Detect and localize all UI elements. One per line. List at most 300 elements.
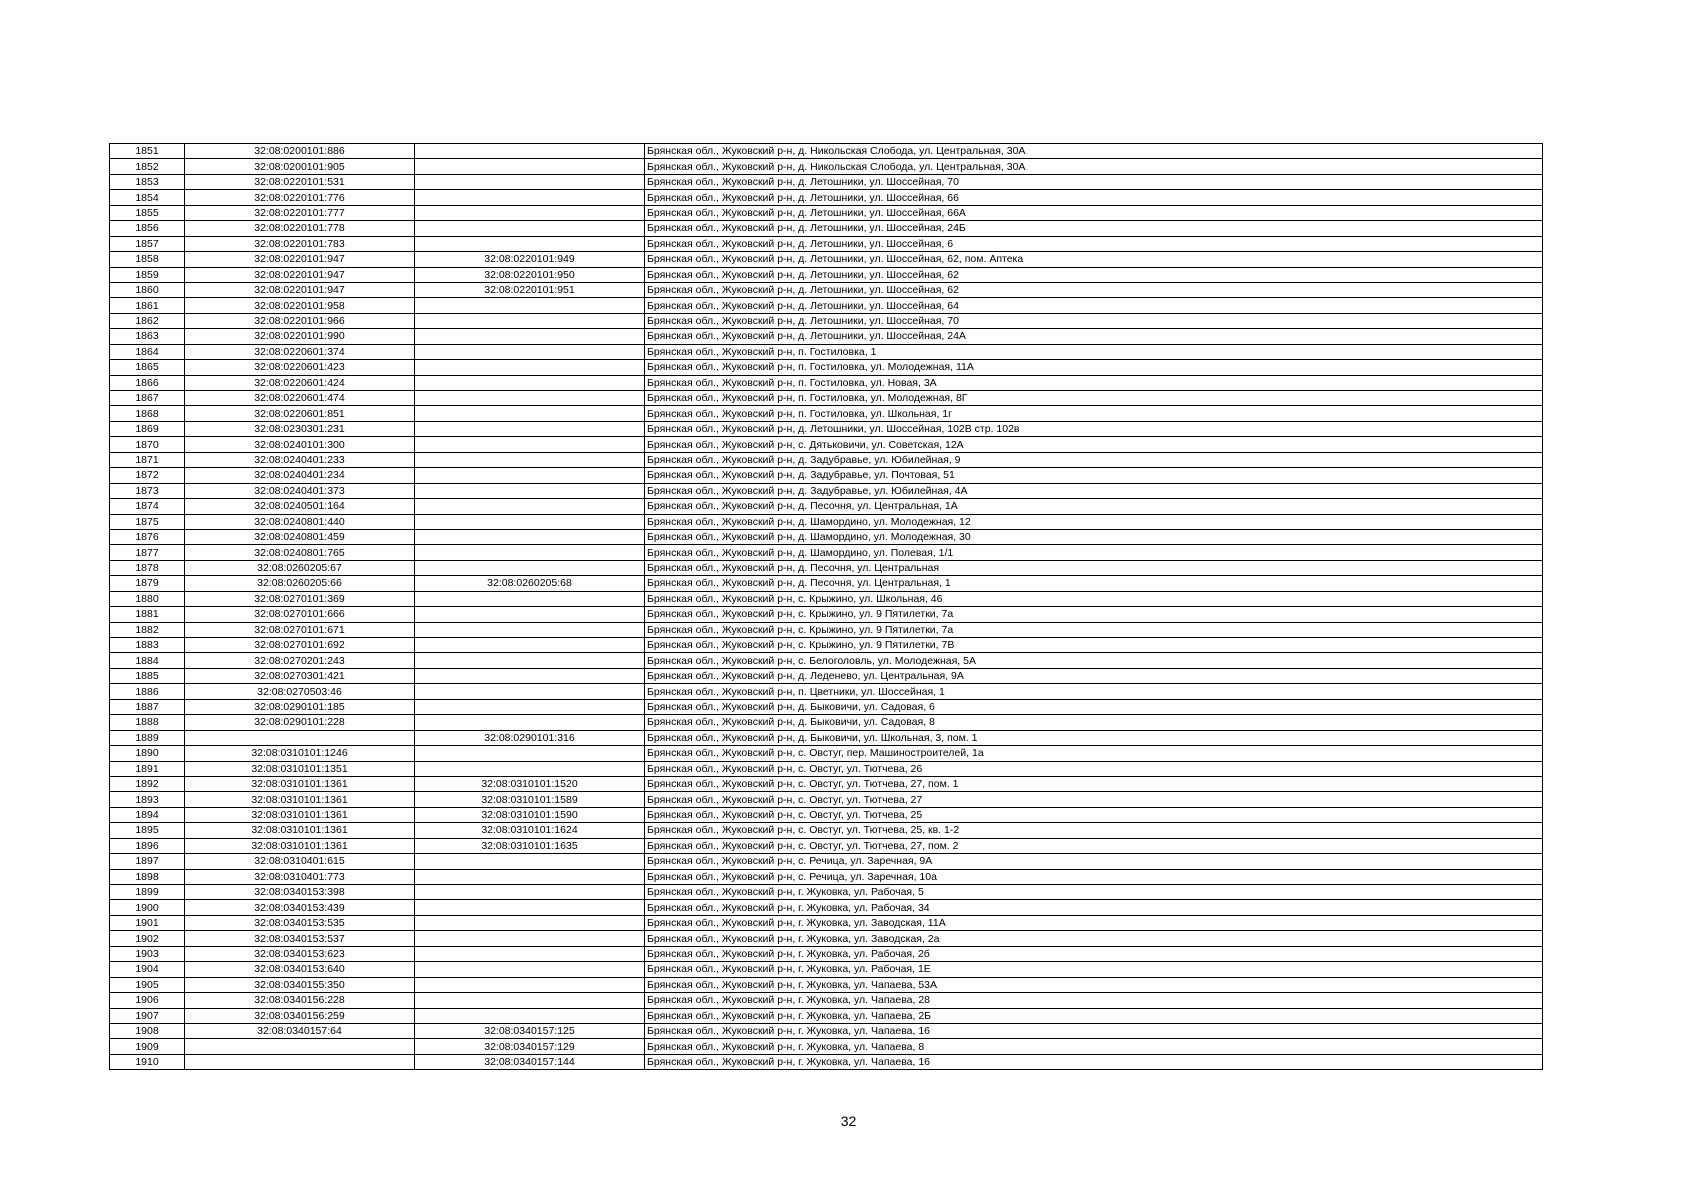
cadastral-number: 32:08:0220101:776 bbox=[185, 190, 415, 205]
cadastral-number-room bbox=[415, 1008, 645, 1023]
cadastral-number: 32:08:0310401:615 bbox=[185, 854, 415, 869]
table-row bbox=[110, 993, 1543, 1008]
table-row bbox=[110, 298, 1543, 313]
cadastral-number-room: 32:08:0310101:1624 bbox=[415, 823, 645, 838]
object-address: Брянская обл., Жуковский р-н, д. Быковичи, ул. Садовая, 8 bbox=[645, 715, 1543, 730]
row-number: 1854 bbox=[110, 190, 185, 205]
cadastral-number-room bbox=[415, 715, 645, 730]
table-row bbox=[110, 885, 1543, 900]
row-number: 1871 bbox=[110, 452, 185, 467]
cadastral-number-room bbox=[415, 607, 645, 622]
cadastral-number-room bbox=[415, 514, 645, 529]
table-row bbox=[110, 668, 1543, 683]
table-row bbox=[110, 761, 1543, 776]
cadastral-number: 32:08:0270101:369 bbox=[185, 591, 415, 606]
cadastral-number-room bbox=[415, 529, 645, 544]
cadastral-number: 32:08:0220601:424 bbox=[185, 375, 415, 390]
cadastral-number: 32:08:0230301:231 bbox=[185, 421, 415, 436]
cadastral-number: 32:08:0310101:1361 bbox=[185, 807, 415, 822]
cadastral-number: 32:08:0240801:459 bbox=[185, 529, 415, 544]
object-address: Брянская обл., Жуковский р-н, с. Речица, ул. Заречная, 10а bbox=[645, 869, 1543, 884]
row-number: 1894 bbox=[110, 807, 185, 822]
row-number: 1906 bbox=[110, 993, 185, 1008]
cadastral-number-room bbox=[415, 977, 645, 992]
table-row bbox=[110, 452, 1543, 467]
cadastral-number-room: 32:08:0310101:1520 bbox=[415, 776, 645, 791]
object-address: Брянская обл., Жуковский р-н, с. Овстуг, ул. Тютчева, 25 bbox=[645, 807, 1543, 822]
cadastral-number: 32:08:0310101:1361 bbox=[185, 776, 415, 791]
row-number: 1855 bbox=[110, 205, 185, 220]
cadastral-number-room bbox=[415, 236, 645, 251]
row-number: 1864 bbox=[110, 344, 185, 359]
cadastral-number: 32:08:0220601:851 bbox=[185, 406, 415, 421]
cadastral-number: 32:08:0260205:67 bbox=[185, 560, 415, 575]
cadastral-number-room bbox=[415, 915, 645, 930]
row-number: 1884 bbox=[110, 653, 185, 668]
table-row bbox=[110, 699, 1543, 714]
cadastral-number-room bbox=[415, 993, 645, 1008]
object-address: Брянская обл., Жуковский р-н, с. Крыжино, ул. 9 Пятилетки, 7а bbox=[645, 622, 1543, 637]
table-row bbox=[110, 1008, 1543, 1023]
register-table bbox=[109, 143, 1543, 1070]
object-address: Брянская обл., Жуковский р-н, д. Летошники, ул. Шоссейная, 62, пом. Аптека bbox=[645, 252, 1543, 267]
object-address: Брянская обл., Жуковский р-н, г. Жуковка, ул. Заводская, 11А bbox=[645, 915, 1543, 930]
cadastral-number: 32:08:0340157:64 bbox=[185, 1023, 415, 1038]
object-address: Брянская обл., Жуковский р-н, с. Крыжино, ул. 9 Пятилетки, 7В bbox=[645, 638, 1543, 653]
object-address: Брянская обл., Жуковский р-н, с. Дятьковичи, ул. Советская, 12А bbox=[645, 437, 1543, 452]
cadastral-number-room bbox=[415, 452, 645, 467]
cadastral-number: 32:08:0200101:905 bbox=[185, 159, 415, 174]
row-number: 1904 bbox=[110, 962, 185, 977]
cadastral-number: 32:08:0270301:421 bbox=[185, 668, 415, 683]
cadastral-number bbox=[185, 1054, 415, 1069]
cadastral-number: 32:08:0220601:423 bbox=[185, 360, 415, 375]
table-row bbox=[110, 282, 1543, 297]
object-address: Брянская обл., Жуковский р-н, г. Жуковка, ул. Чапаева, 28 bbox=[645, 993, 1543, 1008]
table-row bbox=[110, 946, 1543, 961]
table-row bbox=[110, 684, 1543, 699]
cadastral-number-room bbox=[415, 622, 645, 637]
table-row bbox=[110, 267, 1543, 282]
cadastral-number: 32:08:0310101:1351 bbox=[185, 761, 415, 776]
row-number: 1861 bbox=[110, 298, 185, 313]
cadastral-number-room bbox=[415, 885, 645, 900]
object-address: Брянская обл., Жуковский р-н, д. Летошники, ул. Шоссейная, 66А bbox=[645, 205, 1543, 220]
cadastral-number-room: 32:08:0340157:125 bbox=[415, 1023, 645, 1038]
cadastral-number-room bbox=[415, 545, 645, 560]
table-row bbox=[110, 421, 1543, 436]
row-number: 1873 bbox=[110, 483, 185, 498]
object-address: Брянская обл., Жуковский р-н, д. Задубравье, ул. Юбилейная, 4А bbox=[645, 483, 1543, 498]
table-row bbox=[110, 375, 1543, 390]
cadastral-number-room bbox=[415, 746, 645, 761]
row-number: 1886 bbox=[110, 684, 185, 699]
cadastral-number-room: 32:08:0340157:144 bbox=[415, 1054, 645, 1069]
cadastral-number-room: 32:08:0260205:68 bbox=[415, 576, 645, 591]
row-number: 1907 bbox=[110, 1008, 185, 1023]
object-address: Брянская обл., Жуковский р-н, д. Быковичи, ул. Садовая, 6 bbox=[645, 699, 1543, 714]
row-number: 1892 bbox=[110, 776, 185, 791]
row-number: 1902 bbox=[110, 931, 185, 946]
row-number: 1859 bbox=[110, 267, 185, 282]
row-number: 1909 bbox=[110, 1039, 185, 1054]
table-row bbox=[110, 807, 1543, 822]
cadastral-number bbox=[185, 730, 415, 745]
object-address: Брянская обл., Жуковский р-н, д. Летошники, ул. Шоссейная, 102В стр. 102в bbox=[645, 421, 1543, 436]
table-row bbox=[110, 730, 1543, 745]
row-number: 1865 bbox=[110, 360, 185, 375]
object-address: Брянская обл., Жуковский р-н, д. Песочня, ул. Центральная, 1А bbox=[645, 499, 1543, 514]
object-address: Брянская обл., Жуковский р-н, д. Летошники, ул. Шоссейная, 62 bbox=[645, 267, 1543, 282]
object-address: Брянская обл., Жуковский р-н, с. Белоголовль, ул. Молодежная, 5А bbox=[645, 653, 1543, 668]
row-number: 1891 bbox=[110, 761, 185, 776]
row-number: 1866 bbox=[110, 375, 185, 390]
table-row bbox=[110, 653, 1543, 668]
cadastral-number-room bbox=[415, 174, 645, 189]
cadastral-number: 32:08:0200101:886 bbox=[185, 144, 415, 159]
object-address: Брянская обл., Жуковский р-н, г. Жуковка, ул. Чапаева, 53А bbox=[645, 977, 1543, 992]
cadastral-number: 32:08:0290101:228 bbox=[185, 715, 415, 730]
table-row bbox=[110, 468, 1543, 483]
row-number: 1896 bbox=[110, 838, 185, 853]
row-number: 1860 bbox=[110, 282, 185, 297]
cadastral-number-room: 32:08:0310101:1589 bbox=[415, 792, 645, 807]
cadastral-number: 32:08:0220101:531 bbox=[185, 174, 415, 189]
cadastral-number-room: 32:08:0220101:950 bbox=[415, 267, 645, 282]
cadastral-number-room bbox=[415, 391, 645, 406]
table-row bbox=[110, 823, 1543, 838]
row-number: 1870 bbox=[110, 437, 185, 452]
cadastral-number-room bbox=[415, 653, 645, 668]
cadastral-number: 32:08:0240801:440 bbox=[185, 514, 415, 529]
table-row bbox=[110, 607, 1543, 622]
table-row bbox=[110, 638, 1543, 653]
table-row bbox=[110, 499, 1543, 514]
cadastral-number: 32:08:0340153:439 bbox=[185, 900, 415, 915]
object-address: Брянская обл., Жуковский р-н, д. Никольская Слобода, ул. Центральная, 30А bbox=[645, 159, 1543, 174]
row-number: 1868 bbox=[110, 406, 185, 421]
cadastral-number-room bbox=[415, 869, 645, 884]
table-row bbox=[110, 900, 1543, 915]
object-address: Брянская обл., Жуковский р-н, с. Крыжино, ул. 9 Пятилетки, 7а bbox=[645, 607, 1543, 622]
cadastral-number-room bbox=[415, 298, 645, 313]
table-row bbox=[110, 252, 1543, 267]
row-number: 1910 bbox=[110, 1054, 185, 1069]
row-number: 1887 bbox=[110, 699, 185, 714]
object-address: Брянская обл., Жуковский р-н, г. Жуковка, ул. Рабочая, 1Е bbox=[645, 962, 1543, 977]
cadastral-number-room bbox=[415, 962, 645, 977]
object-address: Брянская обл., Жуковский р-н, г. Жуковка, ул. Заводская, 2а bbox=[645, 931, 1543, 946]
row-number: 1863 bbox=[110, 329, 185, 344]
object-address: Брянская обл., Жуковский р-н, д. Песочня, ул. Центральная, 1 bbox=[645, 576, 1543, 591]
row-number: 1875 bbox=[110, 514, 185, 529]
table-row bbox=[110, 159, 1543, 174]
cadastral-number: 32:08:0260205:66 bbox=[185, 576, 415, 591]
cadastral-number: 32:08:0220601:374 bbox=[185, 344, 415, 359]
cadastral-number-room bbox=[415, 344, 645, 359]
object-address: Брянская обл., Жуковский р-н, д. Шамордино, ул. Полевая, 1/1 bbox=[645, 545, 1543, 560]
row-number: 1885 bbox=[110, 668, 185, 683]
cadastral-number-room bbox=[415, 159, 645, 174]
table-row bbox=[110, 838, 1543, 853]
cadastral-number: 32:08:0220101:966 bbox=[185, 313, 415, 328]
cadastral-number: 32:08:0220101:958 bbox=[185, 298, 415, 313]
table-row bbox=[110, 344, 1543, 359]
cadastral-number: 32:08:0240401:233 bbox=[185, 452, 415, 467]
cadastral-number: 32:08:0270503:46 bbox=[185, 684, 415, 699]
row-number: 1867 bbox=[110, 391, 185, 406]
row-number: 1898 bbox=[110, 869, 185, 884]
object-address: Брянская обл., Жуковский р-н, с. Овстуг, ул. Тютчева, 27, пом. 2 bbox=[645, 838, 1543, 853]
row-number: 1876 bbox=[110, 529, 185, 544]
cadastral-number-room bbox=[415, 144, 645, 159]
object-address: Брянская обл., Жуковский р-н, д. Задубравье, ул. Почтовая, 51 bbox=[645, 468, 1543, 483]
object-address: Брянская обл., Жуковский р-н, д. Шамордино, ул. Молодежная, 30 bbox=[645, 529, 1543, 544]
object-address: Брянская обл., Жуковский р-н, с. Овстуг, ул. Тютчева, 27, пом. 1 bbox=[645, 776, 1543, 791]
row-number: 1857 bbox=[110, 236, 185, 251]
table-row bbox=[110, 329, 1543, 344]
object-address: Брянская обл., Жуковский р-н, г. Жуковка, ул. Рабочая, 5 bbox=[645, 885, 1543, 900]
object-address: Брянская обл., Жуковский р-н, п. Гостиловка, 1 bbox=[645, 344, 1543, 359]
cadastral-number-room bbox=[415, 205, 645, 220]
row-number: 1890 bbox=[110, 746, 185, 761]
table-row bbox=[110, 931, 1543, 946]
register-body bbox=[110, 144, 1543, 1070]
table-row bbox=[110, 437, 1543, 452]
object-address: Брянская обл., Жуковский р-н, п. Цветники, ул. Шоссейная, 1 bbox=[645, 684, 1543, 699]
object-address: Брянская обл., Жуковский р-н, с. Овстуг, ул. Тютчева, 25, кв. 1-2 bbox=[645, 823, 1543, 838]
cadastral-number: 32:08:0240101:300 bbox=[185, 437, 415, 452]
table-row bbox=[110, 977, 1543, 992]
row-number: 1856 bbox=[110, 221, 185, 236]
table-row bbox=[110, 313, 1543, 328]
cadastral-number: 32:08:0220101:947 bbox=[185, 252, 415, 267]
cadastral-number: 32:08:0240501:164 bbox=[185, 499, 415, 514]
cadastral-number: 32:08:0220101:990 bbox=[185, 329, 415, 344]
row-number: 1908 bbox=[110, 1023, 185, 1038]
table-row bbox=[110, 915, 1543, 930]
cadastral-number-room bbox=[415, 931, 645, 946]
table-row bbox=[110, 1039, 1543, 1054]
object-address: Брянская обл., Жуковский р-н, с. Овстуг, ул. Тютчева, 27 bbox=[645, 792, 1543, 807]
object-address: Брянская обл., Жуковский р-н, г. Жуковка, ул. Чапаева, 2Б bbox=[645, 1008, 1543, 1023]
table-row bbox=[110, 514, 1543, 529]
cadastral-number-room bbox=[415, 499, 645, 514]
row-number: 1874 bbox=[110, 499, 185, 514]
row-number: 1888 bbox=[110, 715, 185, 730]
cadastral-number-room bbox=[415, 421, 645, 436]
object-address: Брянская обл., Жуковский р-н, д. Никольская Слобода, ул. Центральная, 30А bbox=[645, 144, 1543, 159]
table-row bbox=[110, 360, 1543, 375]
cadastral-number: 32:08:0340156:228 bbox=[185, 993, 415, 1008]
cadastral-number bbox=[185, 1039, 415, 1054]
cadastral-number-room: 32:08:0310101:1590 bbox=[415, 807, 645, 822]
table-row bbox=[110, 869, 1543, 884]
cadastral-number: 32:08:0340153:535 bbox=[185, 915, 415, 930]
object-address: Брянская обл., Жуковский р-н, с. Овстуг, ул. Тютчева, 26 bbox=[645, 761, 1543, 776]
cadastral-number: 32:08:0270101:671 bbox=[185, 622, 415, 637]
object-address: Брянская обл., Жуковский р-н, г. Жуковка, ул. Чапаева, 16 bbox=[645, 1023, 1543, 1038]
object-address: Брянская обл., Жуковский р-н, г. Жуковка, ул. Рабочая, 2б bbox=[645, 946, 1543, 961]
cadastral-number: 32:08:0240801:765 bbox=[185, 545, 415, 560]
table-row bbox=[110, 483, 1543, 498]
object-address: Брянская обл., Жуковский р-н, д. Летошники, ул. Шоссейная, 24Б bbox=[645, 221, 1543, 236]
table-row bbox=[110, 1054, 1543, 1069]
table-row bbox=[110, 576, 1543, 591]
object-address: Брянская обл., Жуковский р-н, д. Летошники, ул. Шоссейная, 62 bbox=[645, 282, 1543, 297]
cadastral-number: 32:08:0270201:243 bbox=[185, 653, 415, 668]
cadastral-number: 32:08:0270101:692 bbox=[185, 638, 415, 653]
table-row bbox=[110, 792, 1543, 807]
object-address: Брянская обл., Жуковский р-н, с. Крыжино, ул. Школьная, 46 bbox=[645, 591, 1543, 606]
cadastral-number-room bbox=[415, 190, 645, 205]
cadastral-number-room: 32:08:0340157:129 bbox=[415, 1039, 645, 1054]
cadastral-number-room bbox=[415, 854, 645, 869]
row-number: 1882 bbox=[110, 622, 185, 637]
object-address: Брянская обл., Жуковский р-н, д. Быковичи, ул. Школьная, 3, пом. 1 bbox=[645, 730, 1543, 745]
object-address: Брянская обл., Жуковский р-н, д. Шамордино, ул. Молодежная, 12 bbox=[645, 514, 1543, 529]
table-row bbox=[110, 715, 1543, 730]
row-number: 1852 bbox=[110, 159, 185, 174]
cadastral-number-room: 32:08:0220101:951 bbox=[415, 282, 645, 297]
cadastral-number-room bbox=[415, 668, 645, 683]
object-address: Брянская обл., Жуковский р-н, г. Жуковка, ул. Рабочая, 34 bbox=[645, 900, 1543, 915]
row-number: 1880 bbox=[110, 591, 185, 606]
object-address: Брянская обл., Жуковский р-н, с. Овстуг, пер. Машиностроителей, 1а bbox=[645, 746, 1543, 761]
cadastral-number-room bbox=[415, 900, 645, 915]
row-number: 1901 bbox=[110, 915, 185, 930]
row-number: 1883 bbox=[110, 638, 185, 653]
object-address: Брянская обл., Жуковский р-н, п. Гостиловка, ул. Новая, 3А bbox=[645, 375, 1543, 390]
table-row bbox=[110, 622, 1543, 637]
row-number: 1903 bbox=[110, 946, 185, 961]
object-address: Брянская обл., Жуковский р-н, г. Жуковка, ул. Чапаева, 8 bbox=[645, 1039, 1543, 1054]
row-number: 1900 bbox=[110, 900, 185, 915]
cadastral-number-room bbox=[415, 468, 645, 483]
cadastral-number: 32:08:0220101:778 bbox=[185, 221, 415, 236]
cadastral-number: 32:08:0310101:1246 bbox=[185, 746, 415, 761]
cadastral-number: 32:08:0340155:350 bbox=[185, 977, 415, 992]
cadastral-number: 32:08:0220101:777 bbox=[185, 205, 415, 220]
cadastral-number: 32:08:0220101:947 bbox=[185, 267, 415, 282]
table-row bbox=[110, 545, 1543, 560]
cadastral-number-room bbox=[415, 483, 645, 498]
cadastral-number: 32:08:0340156:259 bbox=[185, 1008, 415, 1023]
table-row bbox=[110, 1023, 1543, 1038]
cadastral-number: 32:08:0310401:773 bbox=[185, 869, 415, 884]
cadastral-number-room bbox=[415, 329, 645, 344]
cadastral-number-room bbox=[415, 221, 645, 236]
table-row bbox=[110, 190, 1543, 205]
row-number: 1869 bbox=[110, 421, 185, 436]
table-row bbox=[110, 205, 1543, 220]
cadastral-number-room bbox=[415, 761, 645, 776]
row-number: 1858 bbox=[110, 252, 185, 267]
cadastral-number: 32:08:0340153:640 bbox=[185, 962, 415, 977]
table-row bbox=[110, 854, 1543, 869]
table-row bbox=[110, 144, 1543, 159]
row-number: 1872 bbox=[110, 468, 185, 483]
object-address: Брянская обл., Жуковский р-н, п. Гостиловка, ул. Школьная, 1г bbox=[645, 406, 1543, 421]
row-number: 1877 bbox=[110, 545, 185, 560]
row-number: 1862 bbox=[110, 313, 185, 328]
object-address: Брянская обл., Жуковский р-н, п. Гостиловка, ул. Молодежная, 8Г bbox=[645, 391, 1543, 406]
object-address: Брянская обл., Жуковский р-н, д. Летошники, ул. Шоссейная, 6 bbox=[645, 236, 1543, 251]
object-address: Брянская обл., Жуковский р-н, г. Жуковка, ул. Чапаева, 16 bbox=[645, 1054, 1543, 1069]
cadastral-number-room: 32:08:0220101:949 bbox=[415, 252, 645, 267]
cadastral-number: 32:08:0310101:1361 bbox=[185, 792, 415, 807]
cadastral-number-room bbox=[415, 360, 645, 375]
cadastral-number: 32:08:0240401:373 bbox=[185, 483, 415, 498]
cadastral-number: 32:08:0310101:1361 bbox=[185, 823, 415, 838]
row-number: 1893 bbox=[110, 792, 185, 807]
cadastral-number: 32:08:0220101:783 bbox=[185, 236, 415, 251]
object-address: Брянская обл., Жуковский р-н, с. Речица, ул. Заречная, 9А bbox=[645, 854, 1543, 869]
table-row bbox=[110, 391, 1543, 406]
page-number: 32 bbox=[840, 1113, 857, 1129]
cadastral-number: 32:08:0340153:623 bbox=[185, 946, 415, 961]
cadastral-number-room bbox=[415, 313, 645, 328]
cadastral-number: 32:08:0220601:474 bbox=[185, 391, 415, 406]
cadastral-number: 32:08:0290101:185 bbox=[185, 699, 415, 714]
object-address: Брянская обл., Жуковский р-н, д. Летошники, ул. Шоссейная, 24А bbox=[645, 329, 1543, 344]
cadastral-number-room bbox=[415, 406, 645, 421]
cadastral-number: 32:08:0240401:234 bbox=[185, 468, 415, 483]
object-address: Брянская обл., Жуковский р-н, д. Летошники, ул. Шоссейная, 70 bbox=[645, 174, 1543, 189]
row-number: 1878 bbox=[110, 560, 185, 575]
cadastral-number-room bbox=[415, 375, 645, 390]
table-row bbox=[110, 962, 1543, 977]
row-number: 1881 bbox=[110, 607, 185, 622]
table-row bbox=[110, 236, 1543, 251]
cadastral-number-room bbox=[415, 946, 645, 961]
cadastral-number: 32:08:0270101:666 bbox=[185, 607, 415, 622]
object-address: Брянская обл., Жуковский р-н, п. Гостиловка, ул. Молодежная, 11А bbox=[645, 360, 1543, 375]
cadastral-number-room bbox=[415, 560, 645, 575]
object-address: Брянская обл., Жуковский р-н, д. Леденево, ул. Центральная, 9А bbox=[645, 668, 1543, 683]
row-number: 1879 bbox=[110, 576, 185, 591]
cadastral-number: 32:08:0220101:947 bbox=[185, 282, 415, 297]
object-address: Брянская обл., Жуковский р-н, д. Задубравье, ул. Юбилейная, 9 bbox=[645, 452, 1543, 467]
cadastral-number-room bbox=[415, 591, 645, 606]
table-row bbox=[110, 591, 1543, 606]
row-number: 1905 bbox=[110, 977, 185, 992]
cadastral-number-room bbox=[415, 638, 645, 653]
cadastral-number: 32:08:0310101:1361 bbox=[185, 838, 415, 853]
object-address: Брянская обл., Жуковский р-н, д. Летошники, ул. Шоссейная, 66 bbox=[645, 190, 1543, 205]
row-number: 1899 bbox=[110, 885, 185, 900]
object-address: Брянская обл., Жуковский р-н, д. Летошники, ул. Шоссейная, 64 bbox=[645, 298, 1543, 313]
row-number: 1853 bbox=[110, 174, 185, 189]
row-number: 1889 bbox=[110, 730, 185, 745]
table-row bbox=[110, 174, 1543, 189]
table-row bbox=[110, 776, 1543, 791]
row-number: 1897 bbox=[110, 854, 185, 869]
table-row bbox=[110, 529, 1543, 544]
object-address: Брянская обл., Жуковский р-н, д. Песочня, ул. Центральная bbox=[645, 560, 1543, 575]
object-address: Брянская обл., Жуковский р-н, д. Летошники, ул. Шоссейная, 70 bbox=[645, 313, 1543, 328]
cadastral-number-room bbox=[415, 437, 645, 452]
cadastral-number-room: 32:08:0310101:1635 bbox=[415, 838, 645, 853]
cadastral-number: 32:08:0340153:398 bbox=[185, 885, 415, 900]
row-number: 1895 bbox=[110, 823, 185, 838]
table-row bbox=[110, 746, 1543, 761]
cadastral-number-room bbox=[415, 699, 645, 714]
table-row bbox=[110, 560, 1543, 575]
cadastral-number-room: 32:08:0290101:316 bbox=[415, 730, 645, 745]
cadastral-number: 32:08:0340153:537 bbox=[185, 931, 415, 946]
cadastral-number-room bbox=[415, 684, 645, 699]
